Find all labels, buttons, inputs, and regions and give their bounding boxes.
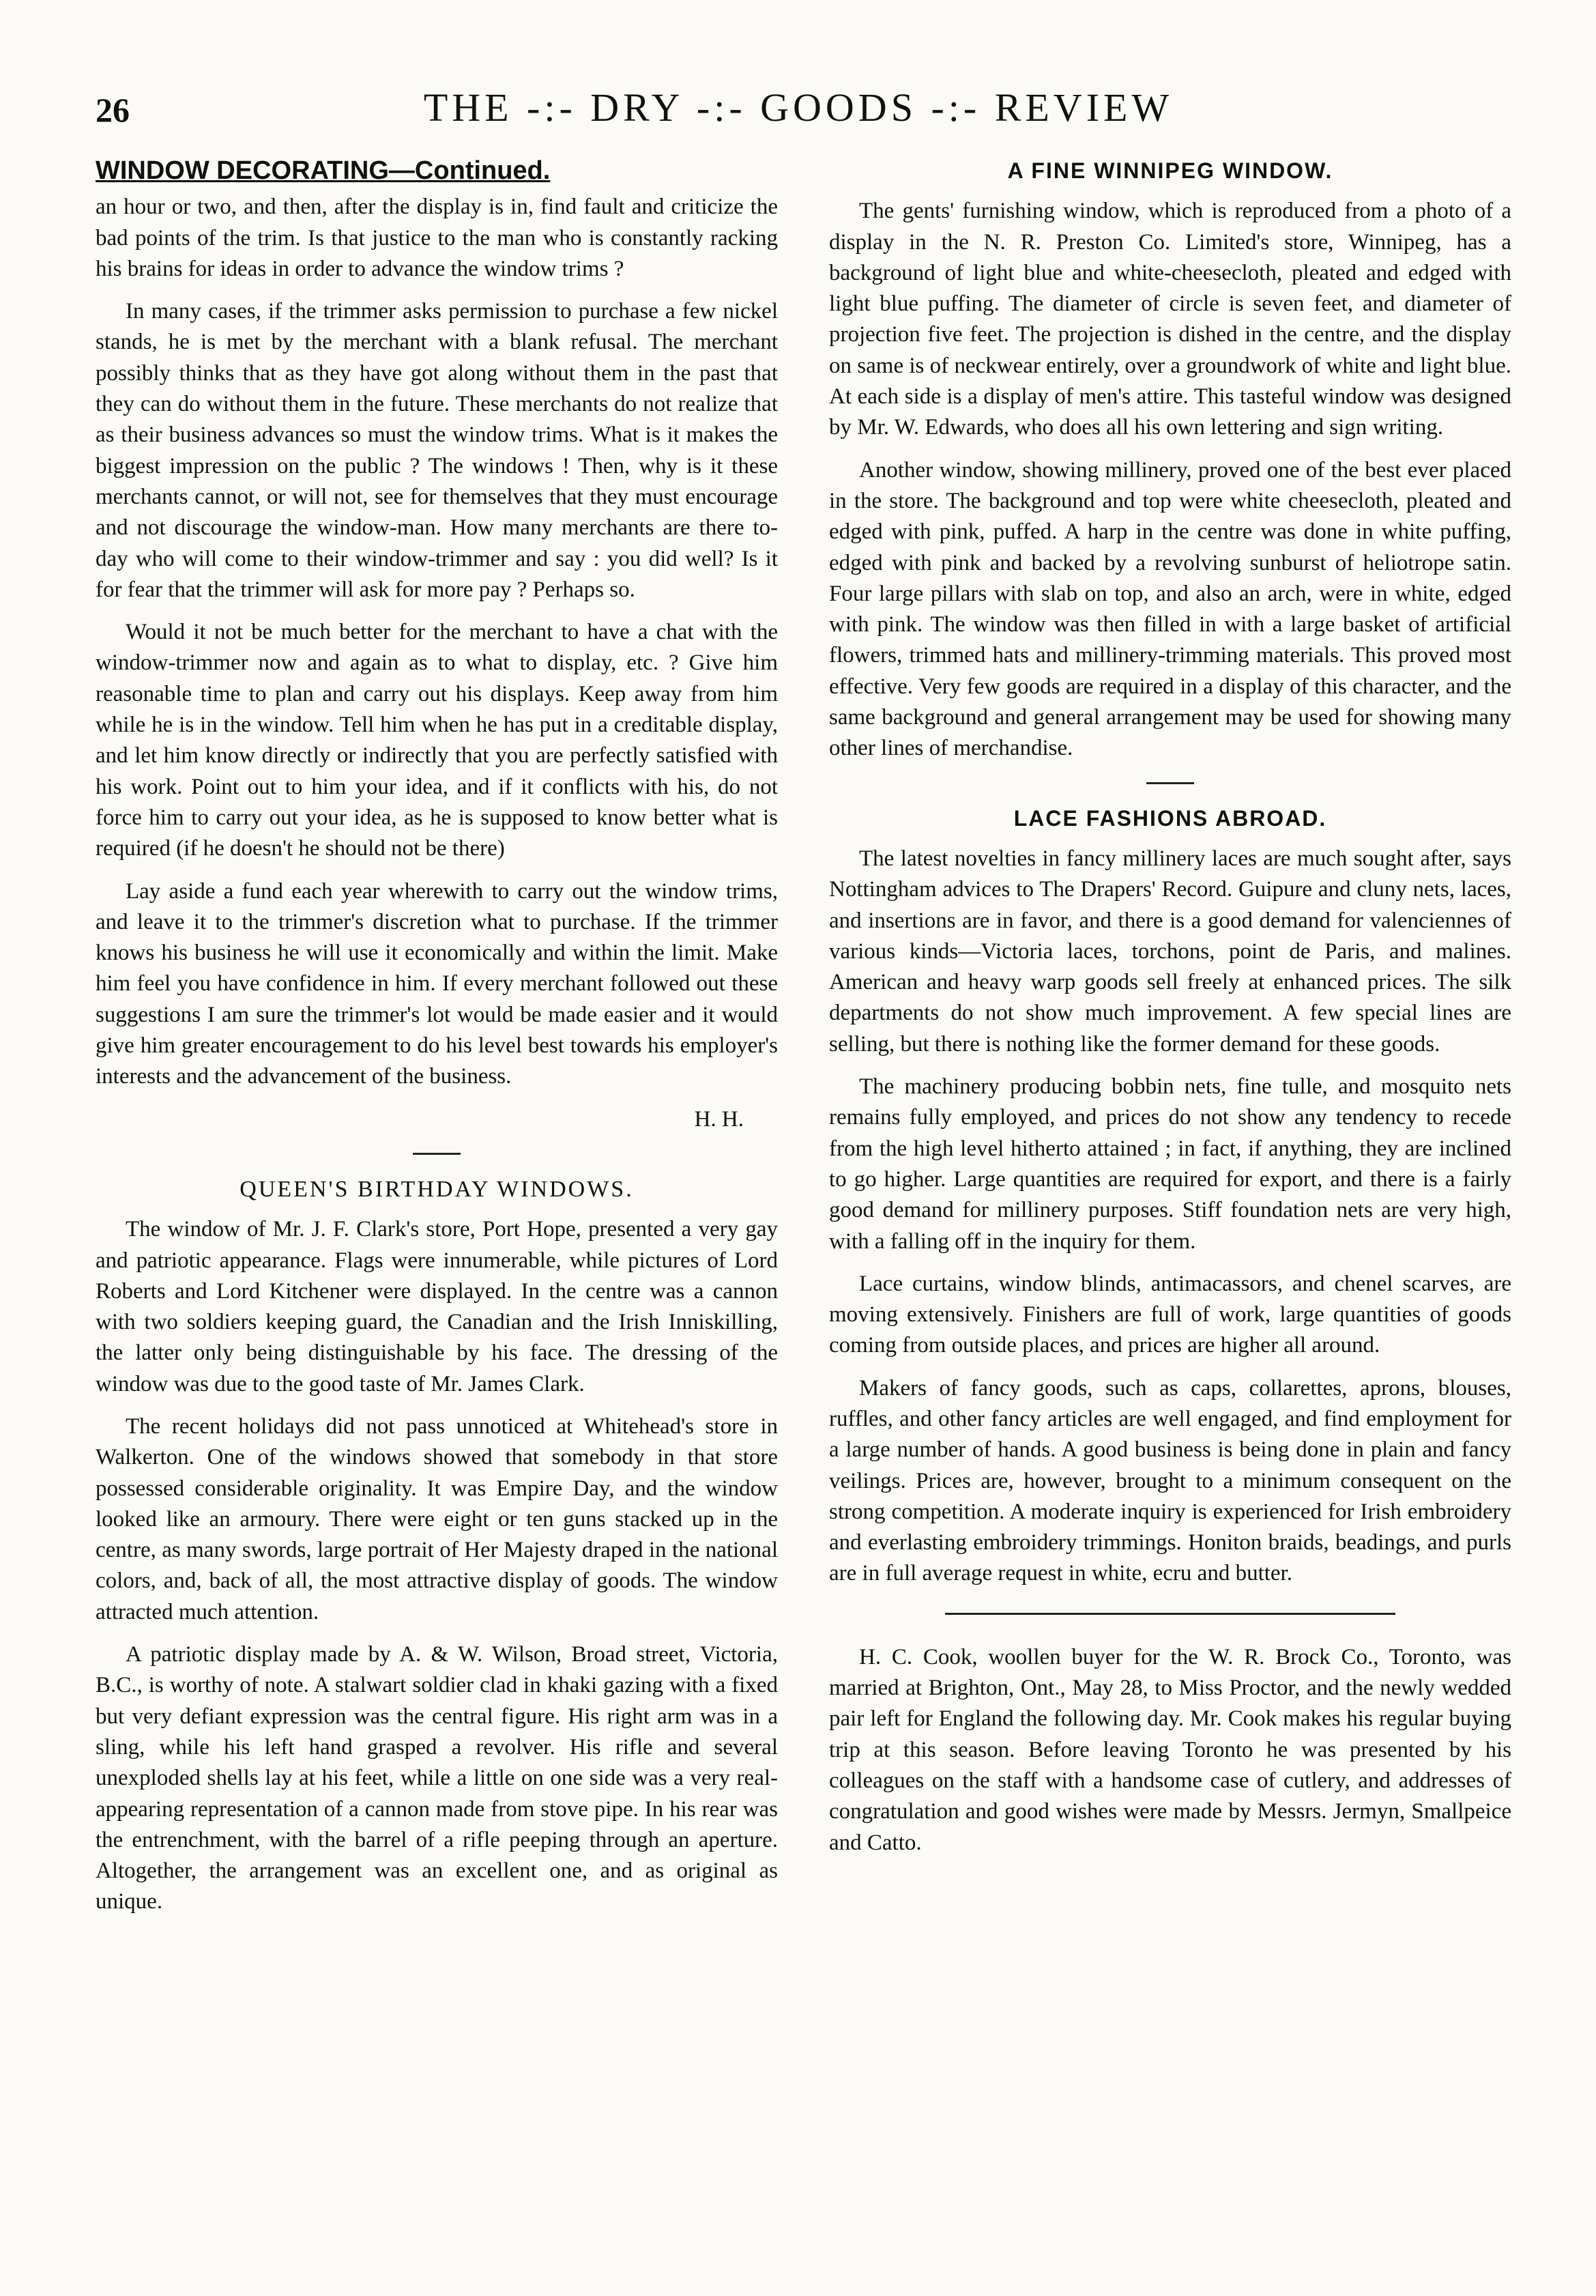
lace-paragraph: The latest novelties in fancy millinery laces are much sought after, says Nottingham advices to The Drapers' Record. Guipure and cluny nets, laces, and insertions are in favor, and there is a good demand for valenciennes of various kinds—Victoria laces, torchons, point de Paris, and malines. American and heavy warp goods sell freely at enhanced prices. The silk departments do not show much improvement. A few special lines are selling, but there is nothing like the former demand for these goods. bbox=[829, 846, 1511, 1057]
section-divider-long bbox=[945, 1613, 1395, 1615]
lace-paragraph: The machinery producing bobbin nets, fine tulle, and mosquito nets remains fully employed, and prices do not show any tendency to recede from the high level hitherto attained ; in fact, if anything, they are inclined to go higher. Large quantities are required for export, and there is a fairly good demand for millinery purposes. Stiff foundation nets are very high, with a falling off in the inquiry for them. bbox=[829, 1074, 1511, 1254]
masthead-title: THE -:- DRY -:- GOODS -:- REVIEW bbox=[423, 85, 1174, 130]
lace-paragraph: Makers of fancy goods, such as caps, collarettes, aprons, blouses, ruffles, and other fancy articles are well engaged, and find employment for a large number of hands. A good business is being done in plain and fancy veilings. Prices are, however, brought to a minimum consequent on the strong competition. A moderate inquiry is experienced for Irish embroidery and everlasting embroidery trimmings. Honiton braids, beadings, and purls are in full average request in white, ecru and butter. bbox=[829, 1375, 1511, 1586]
lace-fashions-title: LACE FASHIONS ABROAD. bbox=[1013, 805, 1327, 831]
signature-line bbox=[96, 1104, 778, 1135]
queens-birthday-title: QUEEN'S BIRTHDAY WINDOWS. bbox=[240, 1176, 634, 1202]
window-decorating-continued-title: WINDOW DECORATING—Continued. bbox=[96, 156, 551, 185]
window-decorating-paragraph: Lay aside a fund each year wherewith to carry out the window trims, and leave it to the trimmer's discretion what to purchase. If the trimmer knows his business he will use it economically and within the limit. Make him feel you have confidence in him. If every merchant followed out these suggestions I am sure the trimmer's lot would be made easier and it would give him greater encouragement to do his level best towards his employer's interests and the advancement of the business. bbox=[96, 878, 778, 1089]
section-divider bbox=[1146, 782, 1194, 784]
window-decorating-paragraph: In many cases, if the trimmer asks permission to purchase a few nickel stands, he is met by the merchant with a blank refusal. The merchant possibly thinks that as they have got along without them in the past that they can do without them in the future. These merchants do not realize that as their business advances so must the window trims. What is it makes the biggest impression on the public ? The windows ! Then, why is it these merchants cannot, or will not, see for themselves that they must encourage and not discourage the window-man. How many merchants are there to-day who will come to their window-trimmer and say : you did well? Is it for fear that the trimmer will ask for more pay ? Perhaps so. bbox=[96, 299, 778, 602]
queens-birthday-paragraph: The recent holidays did not pass unnoticed at Whitehead's store in Walkerton. One of the windows showed that somebody in that store possessed considerable originality. It was Empire Day, and the window looked like an armoury. There were eight or ten guns stacked up in the centre, as many swords, large portrait of Her Majesty draped in the national colors, and, back of all, the most attractive display of goods. The window attracted much attention. bbox=[96, 1414, 778, 1624]
winnipeg-paragraph: The gents' furnishing window, which is reproduced from a photo of a display in the N. R. Preston Co. Limited's store, Winnipeg, has a background of light blue and white-cheesecloth, pleated and edged with light blue puffing. The diameter of circle is seven feet, and diameter of projection five feet. The projection is dished in the centre, and the display on same is of neckwear entirely, over a groundwork of white and light blue. At each side is a display of men's attire. This tasteful window was designed by Mr. W. Edwards, who does all his own lettering and sign writing. bbox=[829, 199, 1511, 440]
section-divider bbox=[413, 1153, 461, 1155]
queens-birthday-paragraph: A patriotic display made by A. & W. Wilson, Broad street, Victoria, B.C., is worthy of note. A stalwart soldier clad in khaki gazing with a fixed but very defiant expression was the central figure. His right arm was in a sling, while his left hand grasped a revolver. His rifle and several unexploded shells lay at his feet, while a little on one side was a very real-appearing representation of a cannon made from stove pipe. In his rear was the entrenchment, with the barrel of a rifle peeping through an aperture. Altogether, the arrangement was an excellent one, and as original as unique. bbox=[96, 1642, 778, 1914]
winnipeg-window-title: A FINE WINNIPEG WINDOW. bbox=[1007, 158, 1333, 183]
window-decorating-paragraph: Would it not be much better for the merchant to have a chat with the window-trimmer now and again as to what to display, etc. ? Give him reasonable time to plan and carry out his displays. Keep away from him while he is in the window. Tell him when he has put in a creditable display, and let him know directly or indirectly that you are perfectly satisfied with his work. Point out to him your idea, and if it conflicts with his, do not force him to carry out your idea, as he is supposed to know better what is required (if he doesn't he should not be there) bbox=[96, 620, 778, 861]
page-number: 26 bbox=[96, 91, 130, 129]
window-decorating-paragraph: an hour or two, and then, after the display is in, find fault and criticize the bad points of the trim. Is that justice to the man who is constantly racking his brains for ideas in order to advance the window trims ? bbox=[96, 195, 778, 281]
cook-news-paragraph: H. C. Cook, woollen buyer for the W. R. Brock Co., Toronto, was married at Brighton, Ont., May 28, to Miss Proctor, and the newly wedded pair left for England the following day. Mr. Cook makes his regular buying trip at this season. Before leaving Toronto he was presented by his colleagues on the staff with a handsome case of cutlery, and addresses of congratulation and good wishes were made by Messrs. Jermyn, Smallpeice and Catto. bbox=[829, 1644, 1511, 1855]
queens-birthday-paragraph: The window of Mr. J. F. Clark's store, Port Hope, presented a very gay and patriotic appearance. Flags were innumerable, while pictures of Lord Roberts and Lord Kitchener were displayed. In the centre was a cannon with two soldiers keeping guard, the Canadian and the Irish Inniskilling, the latter only being distinguishable by his face. The dressing of the window was due to the good taste of Mr. James Clark. bbox=[96, 1217, 778, 1396]
lace-paragraph: Lace curtains, window blinds, antimacassors, and chenel scarves, are moving extensively. Finishers are full of work, large quantities of goods coming from outside places, and prices are higher all around. bbox=[829, 1271, 1511, 1358]
page-header bbox=[96, 76, 1501, 138]
winnipeg-paragraph: Another window, showing millinery, proved one of the best ever placed in the store. The background and top were white cheesecloth, pleated and edged with pink, puffed. A harp in the centre was done in white puffing, edged with pink and backed by a revolving sunburst of heliotrope satin. Four large pillars with slab on top, and also an arch, were in white, edged with pink. The window was then filled in with a large basket of artificial flowers, trimmed hats and millinery-trimming materials. This proved most effective. Very few goods are required in a display of this character, and the same background and general arrangement may be used for showing many other lines of merchandise. bbox=[829, 457, 1511, 761]
right-column bbox=[829, 156, 1511, 1870]
left-column bbox=[96, 156, 778, 1929]
author-initials: H. H. bbox=[694, 1106, 744, 1132]
